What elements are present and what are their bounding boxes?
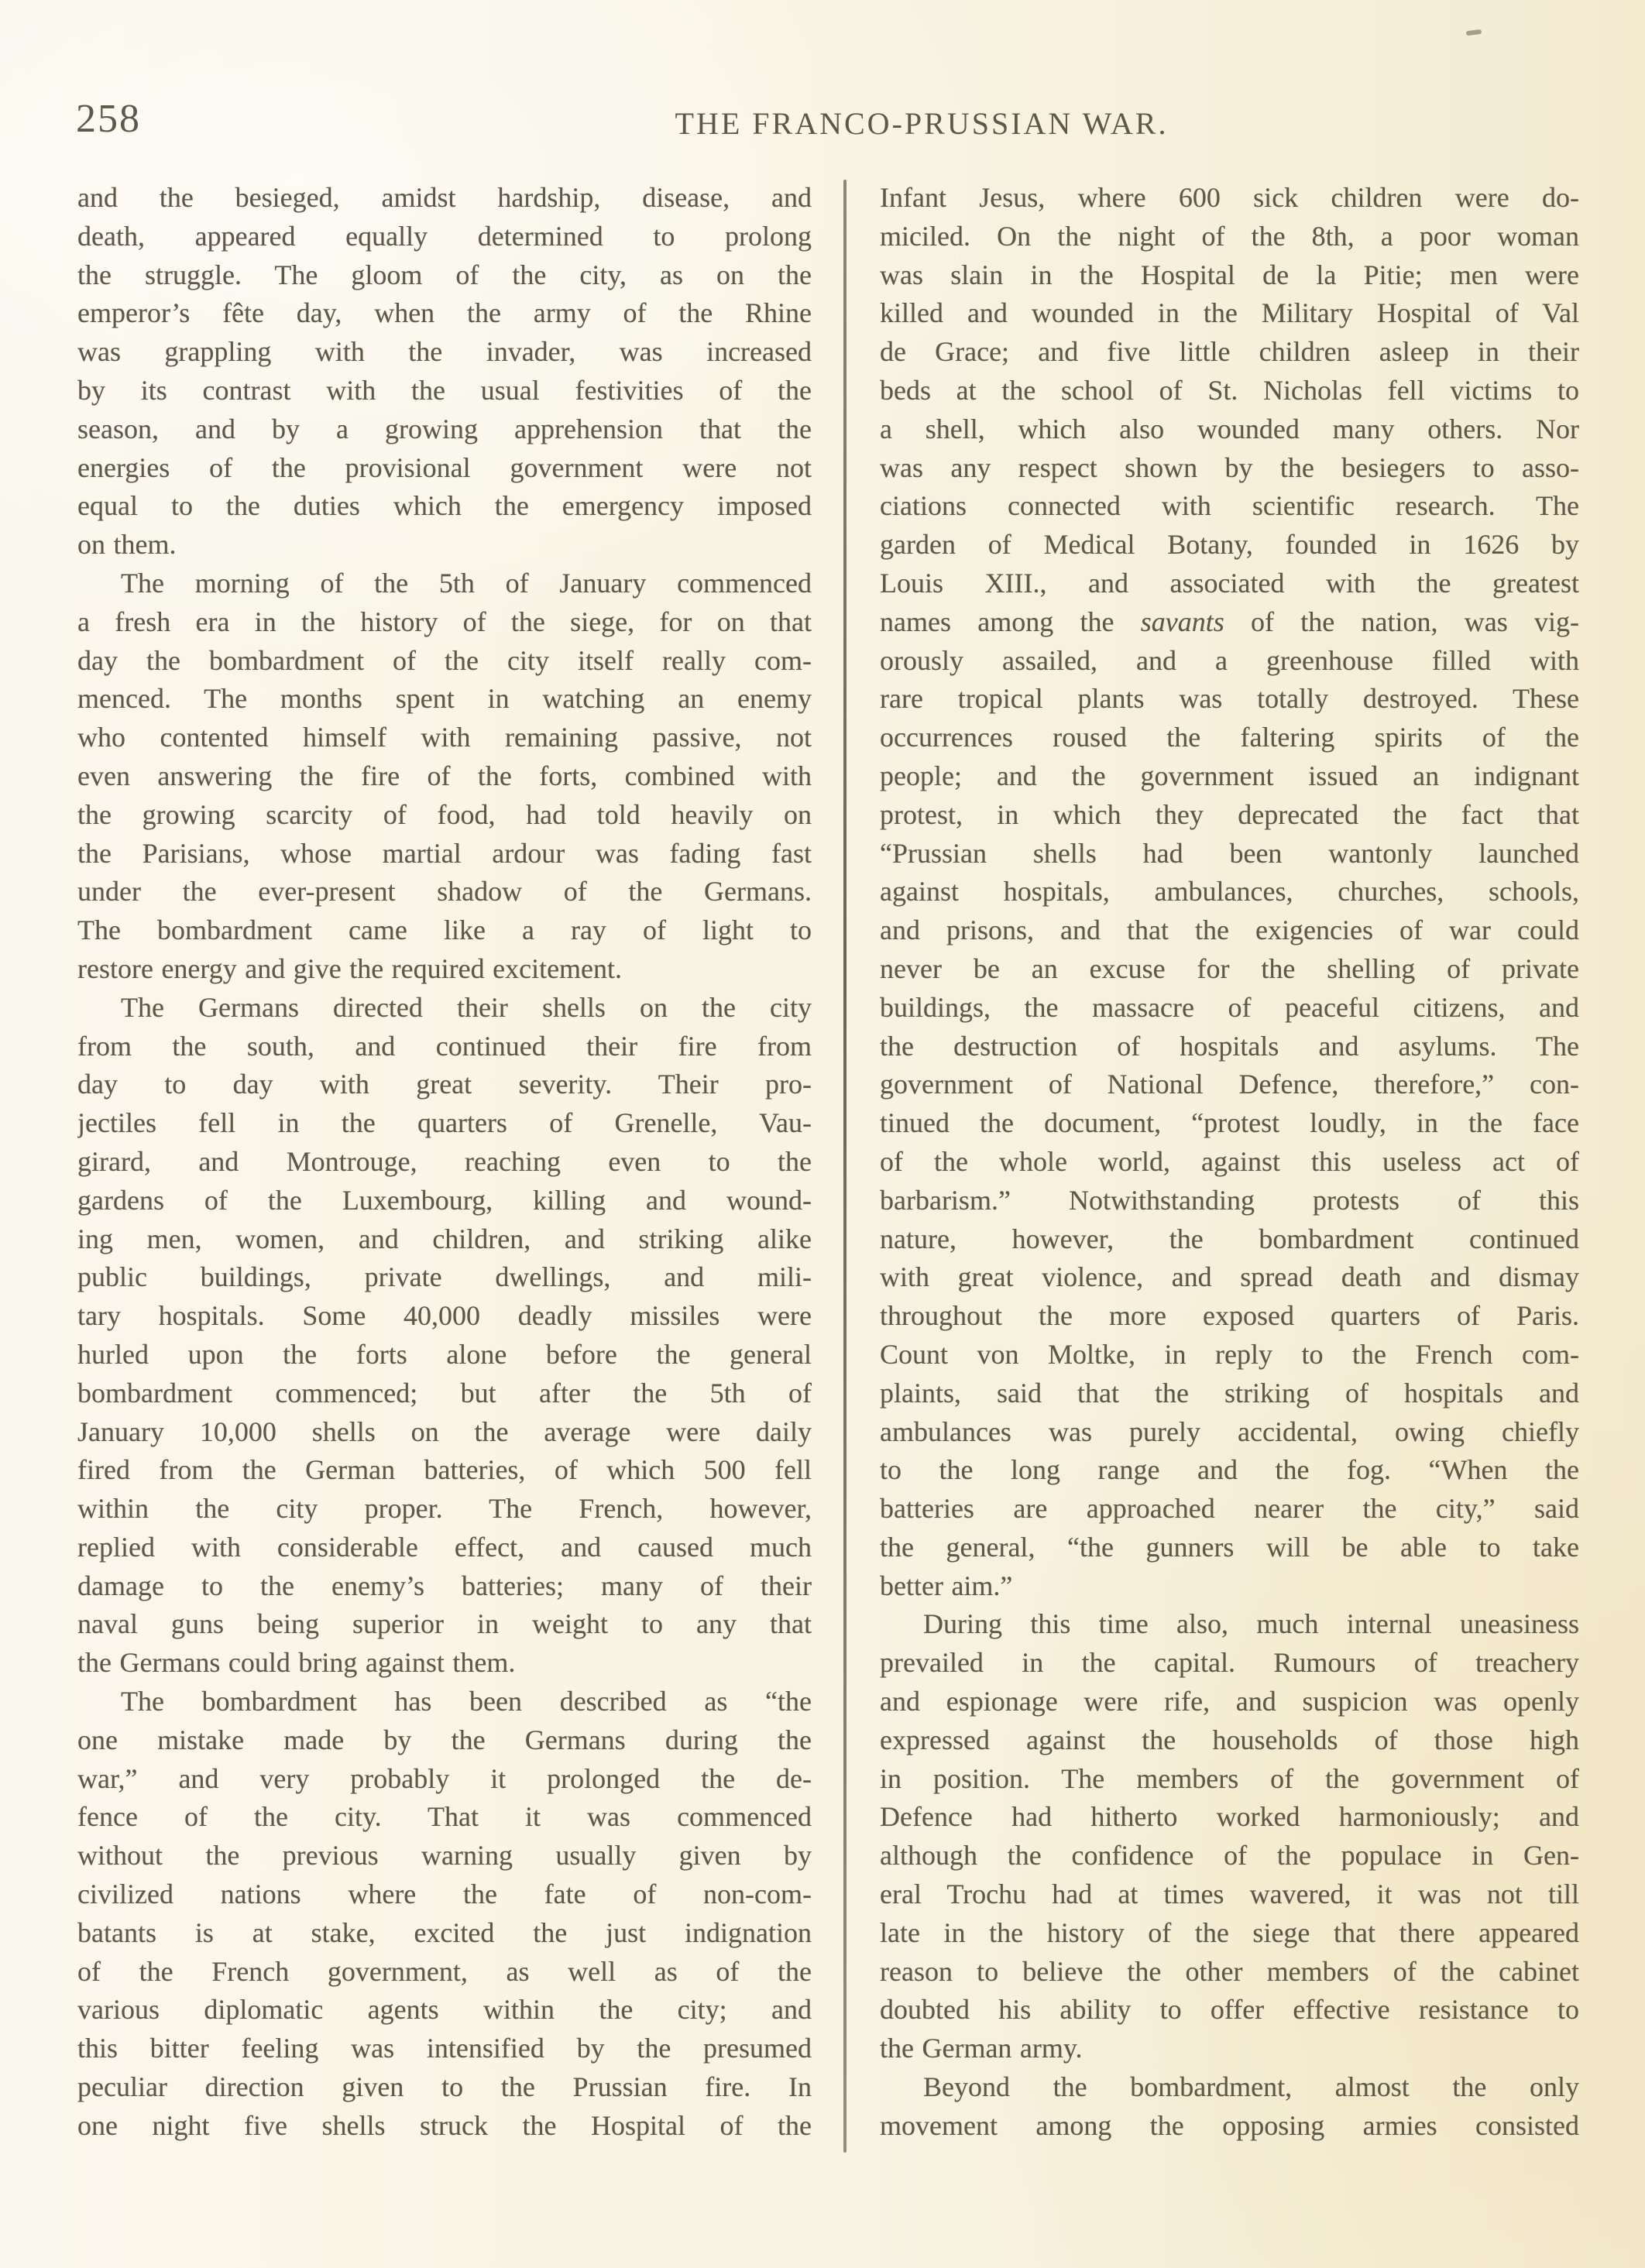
text-line: girard, and Montrouge, reaching even to the	[77, 1145, 812, 1177]
text-line: batteries are approached nearer the city,” said	[880, 1493, 1579, 1525]
text-line: late in the history of the siege that there appeared	[880, 1916, 1579, 1948]
text-line: equal to the duties which the emergency imposed	[77, 490, 812, 522]
text-line: gardens of the Luxembourg, killing and wound-	[77, 1184, 812, 1216]
text-line: even answering the fire of the forts, combined with	[77, 760, 812, 791]
text-line: reason to believe the other members of the cabinet	[880, 1955, 1579, 1987]
text-line: emperor’s fête day, when the army of the Rhine	[77, 297, 812, 329]
text-line: was grappling with the invader, was increased	[77, 336, 812, 368]
text-line: of the French government, as well as of the	[77, 1955, 812, 1987]
text-line: The morning of the 5th of January commenced	[121, 567, 812, 599]
text-line: throughout the more exposed quarters of Paris.	[880, 1300, 1579, 1332]
text-line: nature, however, the bombardment continued	[880, 1223, 1579, 1254]
text-line: menced. The months spent in watching an enemy	[77, 683, 812, 715]
text-line: Defence had hitherto worked harmoniously; and	[880, 1801, 1579, 1833]
text-line: damage to the enemy’s batteries; many of their	[77, 1570, 812, 1601]
text-line: various diplomatic agents within the city; and	[77, 1994, 812, 2026]
text-line: public buildings, private dwellings, and mili-	[77, 1261, 812, 1293]
column-divider-rule	[843, 180, 847, 2153]
text-line: from the south, and continued their fire from	[77, 1030, 812, 1062]
text-line: fence of the city. That it was commenced	[77, 1801, 812, 1833]
text-line: names among the savants of the nation, was vig-	[880, 606, 1579, 637]
text-line: batants is at stake, excited the just indignation	[77, 1916, 812, 1948]
text-line: eral Trochu had at times wavered, it was not till	[880, 1879, 1579, 1910]
text-line: the Germans could bring against them.	[77, 1647, 516, 1679]
text-line: The bombardment came like a ray of light to	[77, 914, 812, 946]
text-line: Beyond the bombardment, almost the only	[923, 2071, 1579, 2103]
text-line: The Germans directed their shells on the city	[121, 991, 812, 1023]
text-line: in position. The members of the government of	[880, 1762, 1579, 1794]
text-line: beds at the school of St. Nicholas fell victims to	[880, 374, 1579, 406]
text-line: the German army.	[880, 2033, 1083, 2064]
text-line: ciations connected with scientific research. The	[880, 490, 1579, 522]
text-line: within the city proper. The French, however,	[77, 1493, 812, 1525]
text-line: without the previous warning usually given by	[77, 1840, 812, 1872]
text-line: replied with considerable effect, and caused much	[77, 1531, 812, 1563]
text-line: war,” and very probably it prolonged the de-	[77, 1762, 812, 1794]
text-line: the struggle. The gloom of the city, as on the	[77, 259, 812, 290]
text-line: one night five shells struck the Hospital of the	[77, 2109, 812, 2141]
text-line: During this time also, much internal uneasiness	[923, 1608, 1579, 1640]
text-line: with great violence, and spread death and dismay	[880, 1261, 1579, 1293]
text-line: against hospitals, ambulances, churches, schools,	[880, 876, 1579, 908]
text-line: expressed against the households of those high	[880, 1724, 1579, 1755]
text-line: bombardment commenced; but after the 5th of	[77, 1377, 812, 1408]
text-line: de Grace; and five little children asleep in their	[880, 336, 1579, 368]
text-line: energies of the provisional government were not	[77, 451, 812, 483]
text-line: jectiles fell in the quarters of Grenelle, Vau-	[77, 1107, 812, 1139]
text-line: one mistake made by the Germans during the	[77, 1724, 812, 1755]
text-line: a fresh era in the history of the siege, for on that	[77, 606, 812, 637]
text-line: The bombardment has been described as “the	[121, 1686, 812, 1717]
text-line: plaints, said that the striking of hospitals and	[880, 1377, 1579, 1408]
text-line: was any respect shown by the besiegers to asso-	[880, 451, 1579, 483]
text-line: Count von Moltke, in reply to the French com-	[880, 1338, 1579, 1370]
text-line: miciled. On the night of the 8th, a poor woman	[880, 220, 1579, 252]
ink-smudge-mark	[1466, 29, 1482, 36]
text-line: the general, “the gunners will be able to take	[880, 1531, 1579, 1563]
text-line: and prisons, and that the exigencies of war could	[880, 914, 1579, 946]
text-line: January 10,000 shells on the average were daily	[77, 1415, 812, 1447]
text-line: “Prussian shells had been wantonly launched	[880, 837, 1579, 869]
text-line: season, and by a growing apprehension that the	[77, 413, 812, 444]
text-line: this bitter feeling was intensified by the presumed	[77, 2033, 812, 2064]
text-line: garden of Medical Botany, founded in 1626 by	[880, 529, 1579, 561]
text-line: rare tropical plants was totally destroyed. These	[880, 683, 1579, 715]
text-line: the Parisians, whose martial ardour was fading fast	[77, 837, 812, 869]
text-line: civilized nations where the fate of non-com-	[77, 1879, 812, 1910]
running-header-title: THE FRANCO-PRUSSIAN WAR.	[675, 106, 1169, 141]
text-line: who contented himself with remaining passive, not	[77, 722, 812, 753]
text-line: hurled upon the forts alone before the general	[77, 1338, 812, 1370]
text-line: to the long range and the fog. “When the	[880, 1454, 1579, 1486]
text-line: Louis XIII., and associated with the greatest	[880, 567, 1579, 599]
text-line: and the besieged, amidst hardship, disease, and	[77, 182, 812, 213]
text-line: peculiar direction given to the Prussian fire. In	[77, 2071, 812, 2103]
text-line: protest, in which they deprecated the fact that	[880, 798, 1579, 830]
text-line: by its contrast with the usual festivities of the	[77, 374, 812, 406]
text-line: orously assailed, and a greenhouse filled with	[880, 644, 1579, 676]
text-line: and espionage were rife, and suspicion was openly	[880, 1686, 1579, 1717]
text-line: government of National Defence, therefore,” con-	[880, 1069, 1579, 1100]
text-line: occurrences roused the faltering spirits of the	[880, 722, 1579, 753]
text-line: ambulances was purely accidental, owing chiefly	[880, 1415, 1579, 1447]
text-line: the growing scarcity of food, had told heavily on	[77, 798, 812, 830]
text-line: a shell, which also wounded many others. Nor	[880, 413, 1579, 444]
text-line: movement among the opposing armies consisted	[880, 2109, 1579, 2141]
text-line: fired from the German batteries, of which 500 fell	[77, 1454, 812, 1486]
text-line: Infant Jesus, where 600 sick children were do-	[880, 182, 1579, 213]
text-line: of the whole world, against this useless act of	[880, 1145, 1579, 1177]
text-line: although the confidence of the populace in Gen-	[880, 1840, 1579, 1872]
text-line: buildings, the massacre of peaceful citizens, and	[880, 991, 1579, 1023]
text-line: naval guns being superior in weight to any that	[77, 1608, 812, 1640]
text-line: on them.	[77, 529, 177, 561]
text-line: better aim.”	[880, 1570, 1013, 1601]
text-line: killed and wounded in the Military Hospital of Val	[880, 297, 1579, 329]
text-line: was slain in the Hospital de la Pitie; men were	[880, 259, 1579, 290]
text-line: restore energy and give the required excitement.	[77, 952, 623, 984]
text-line: people; and the government issued an indignant	[880, 760, 1579, 791]
right-column	[880, 179, 1579, 2146]
text-line: the destruction of hospitals and asylums. The	[880, 1030, 1579, 1062]
left-column	[77, 179, 812, 2146]
text-line: barbarism.” Notwithstanding protests of this	[880, 1184, 1579, 1216]
text-line: doubted his ability to offer effective resistance to	[880, 1994, 1579, 2026]
text-line: never be an excuse for the shelling of private	[880, 952, 1579, 984]
text-line: tary hospitals. Some 40,000 deadly missiles were	[77, 1300, 812, 1332]
text-line: ing men, women, and children, and striking alike	[77, 1223, 812, 1254]
page-number: 258	[76, 97, 141, 141]
text-line: death, appeared equally determined to prolong	[77, 220, 812, 252]
text-line: prevailed in the capital. Rumours of treachery	[880, 1647, 1579, 1679]
text-line: day the bombardment of the city itself really com-	[77, 644, 812, 676]
text-line: under the ever-present shadow of the Germans.	[77, 876, 812, 908]
text-line: tinued the document, “protest loudly, in the face	[880, 1107, 1579, 1139]
text-line: day to day with great severity. Their pro-	[77, 1069, 812, 1100]
